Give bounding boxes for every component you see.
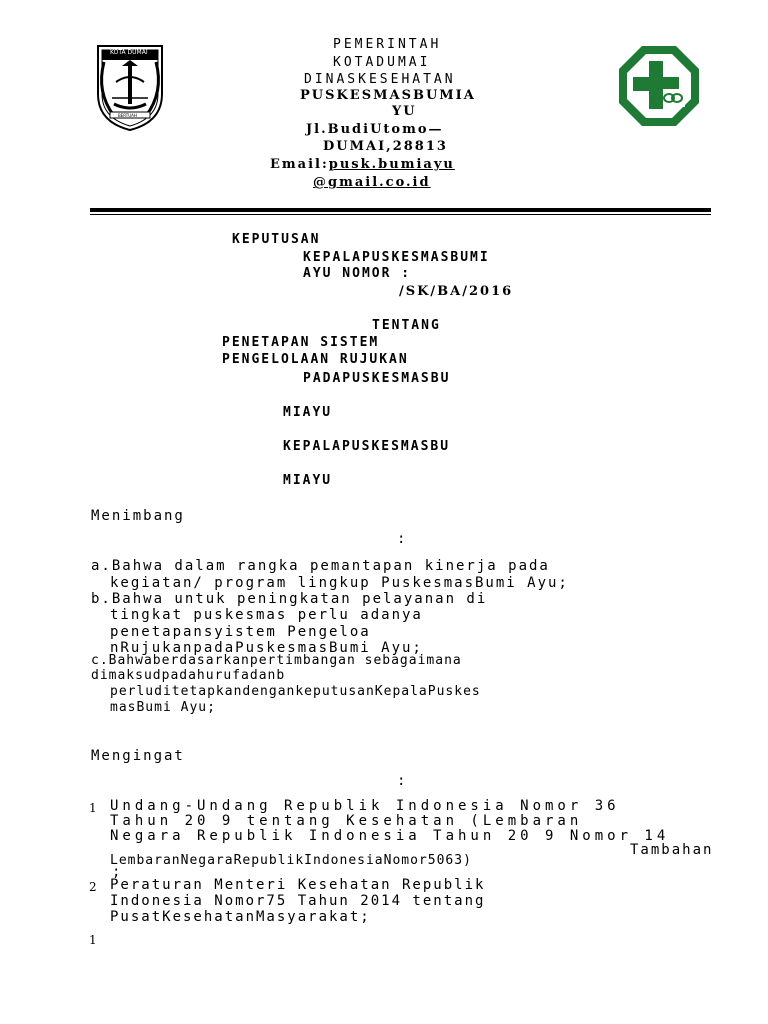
mengingat-item-2-line-2: Indonesia Nomor75 Tahun 2014 tentang: [110, 893, 486, 909]
puskesmas-logo-icon: [616, 43, 702, 129]
menimbang-b-line-1: b.Bahwa untuk peningkatan pelayanan di: [91, 591, 488, 607]
menimbang-c-line-3: perluditetapkandengankeputusanKepalaPuskes: [110, 684, 481, 699]
menimbang-c-line-1: c.Bahwaberdasarkanpertimbangan sebagaimana: [91, 653, 462, 668]
header-line-1: PEMERINTAH: [333, 37, 442, 52]
mengingat-colon: :: [397, 773, 408, 789]
title-line-8: PADAPUSKESMASBU: [303, 371, 451, 386]
menimbang-label: Menimbang: [91, 508, 185, 524]
header-line-6: Jl.BudiUtomo—: [306, 122, 444, 137]
title-line-7: PENGELOLAAN RUJUKAN: [222, 352, 409, 367]
menimbang-a-line-2: kegiatan/ program lingkup PuskesmasBumi Ayu;: [110, 575, 569, 591]
logo-text-top: KOTA DUMAI: [110, 49, 148, 56]
kota-dumai-logo: [92, 42, 168, 132]
header-line-4: PUSKESMASBUMIA: [300, 88, 476, 103]
menimbang-colon: :: [397, 531, 408, 547]
logo-text-bottom: BERTUAH: [118, 113, 137, 118]
mengingat-number-2: 2: [89, 880, 97, 894]
header-line-5: YU: [392, 104, 417, 119]
header-email-line: [270, 157, 455, 172]
title-line-3: AYU NOMOR :: [303, 266, 412, 281]
title-line-6: PENETAPAN SISTEM: [222, 335, 380, 350]
email-link-part-2[interactable]: @gmail.co.id: [313, 175, 431, 190]
mengingat-item-1-line-4: Tambahan: [630, 842, 714, 858]
mengingat-number-3: 1: [89, 933, 97, 947]
menimbang-b-line-3: penetapansyistem Pengeloa: [110, 624, 371, 640]
title-line-10: KEPALAPUSKESMASBU: [283, 439, 451, 454]
title-line-2: KEPALAPUSKESMASBUMI: [303, 250, 490, 265]
header-divider-thin: [90, 214, 711, 215]
puskesmas-logo: [616, 43, 702, 129]
header-line-7: DUMAI,28813: [323, 139, 448, 154]
mengingat-item-1-line-6: ;: [112, 864, 123, 880]
header-line-2: KOTADUMAI: [333, 55, 431, 70]
title-line-9: MIAYU: [283, 405, 333, 420]
title-line-4: /SK/BA/2016: [399, 284, 514, 299]
email-link-part-1[interactable]: pusk.bumiayu: [328, 157, 455, 172]
menimbang-b-line-4: nRujukanpadaPuskesmasBumi Ayu;: [110, 640, 423, 656]
title-line-5: TENTANG: [372, 318, 441, 333]
mengingat-item-2-line-1: Peraturan Menteri Kesehatan Republik: [110, 877, 486, 893]
title-line-11: MIAYU: [283, 473, 333, 488]
mengingat-item-1-line-3: Negara Republik Indonesia Tahun 20 9 Nomor 14: [110, 828, 670, 844]
mengingat-label: Mengingat: [91, 748, 185, 764]
title-line-1: KEPUTUSAN: [232, 232, 321, 247]
mengingat-item-1-line-5: LembaranNegaraRepublikIndonesiaNomor5063): [110, 853, 472, 868]
menimbang-c-line-4: masBumi Ayu;: [110, 700, 216, 715]
mengingat-item-2-line-3: PusatKesehatanMasyarakat;: [110, 909, 371, 925]
mengingat-item-1-line-1: Undang-Undang Republik Indonesia Nomor 36: [110, 798, 620, 814]
menimbang-a-line-1: a.Bahwa dalam rangka pemantapan kinerja pada: [91, 558, 550, 574]
menimbang-b-line-2: tingkat puskesmas perlu adanya: [110, 607, 423, 623]
header-line-3: DINASKESEHATAN: [304, 72, 456, 87]
mengingat-item-1-line-2: Tahun 20 9 tentang Kesehatan (Lembaran: [110, 813, 583, 829]
menimbang-c-line-2: dimaksudpadahurufadanb: [91, 668, 286, 683]
header-divider-thick: [90, 208, 711, 212]
email-label: Email:: [270, 157, 329, 172]
mengingat-number-1: 1: [89, 801, 97, 815]
